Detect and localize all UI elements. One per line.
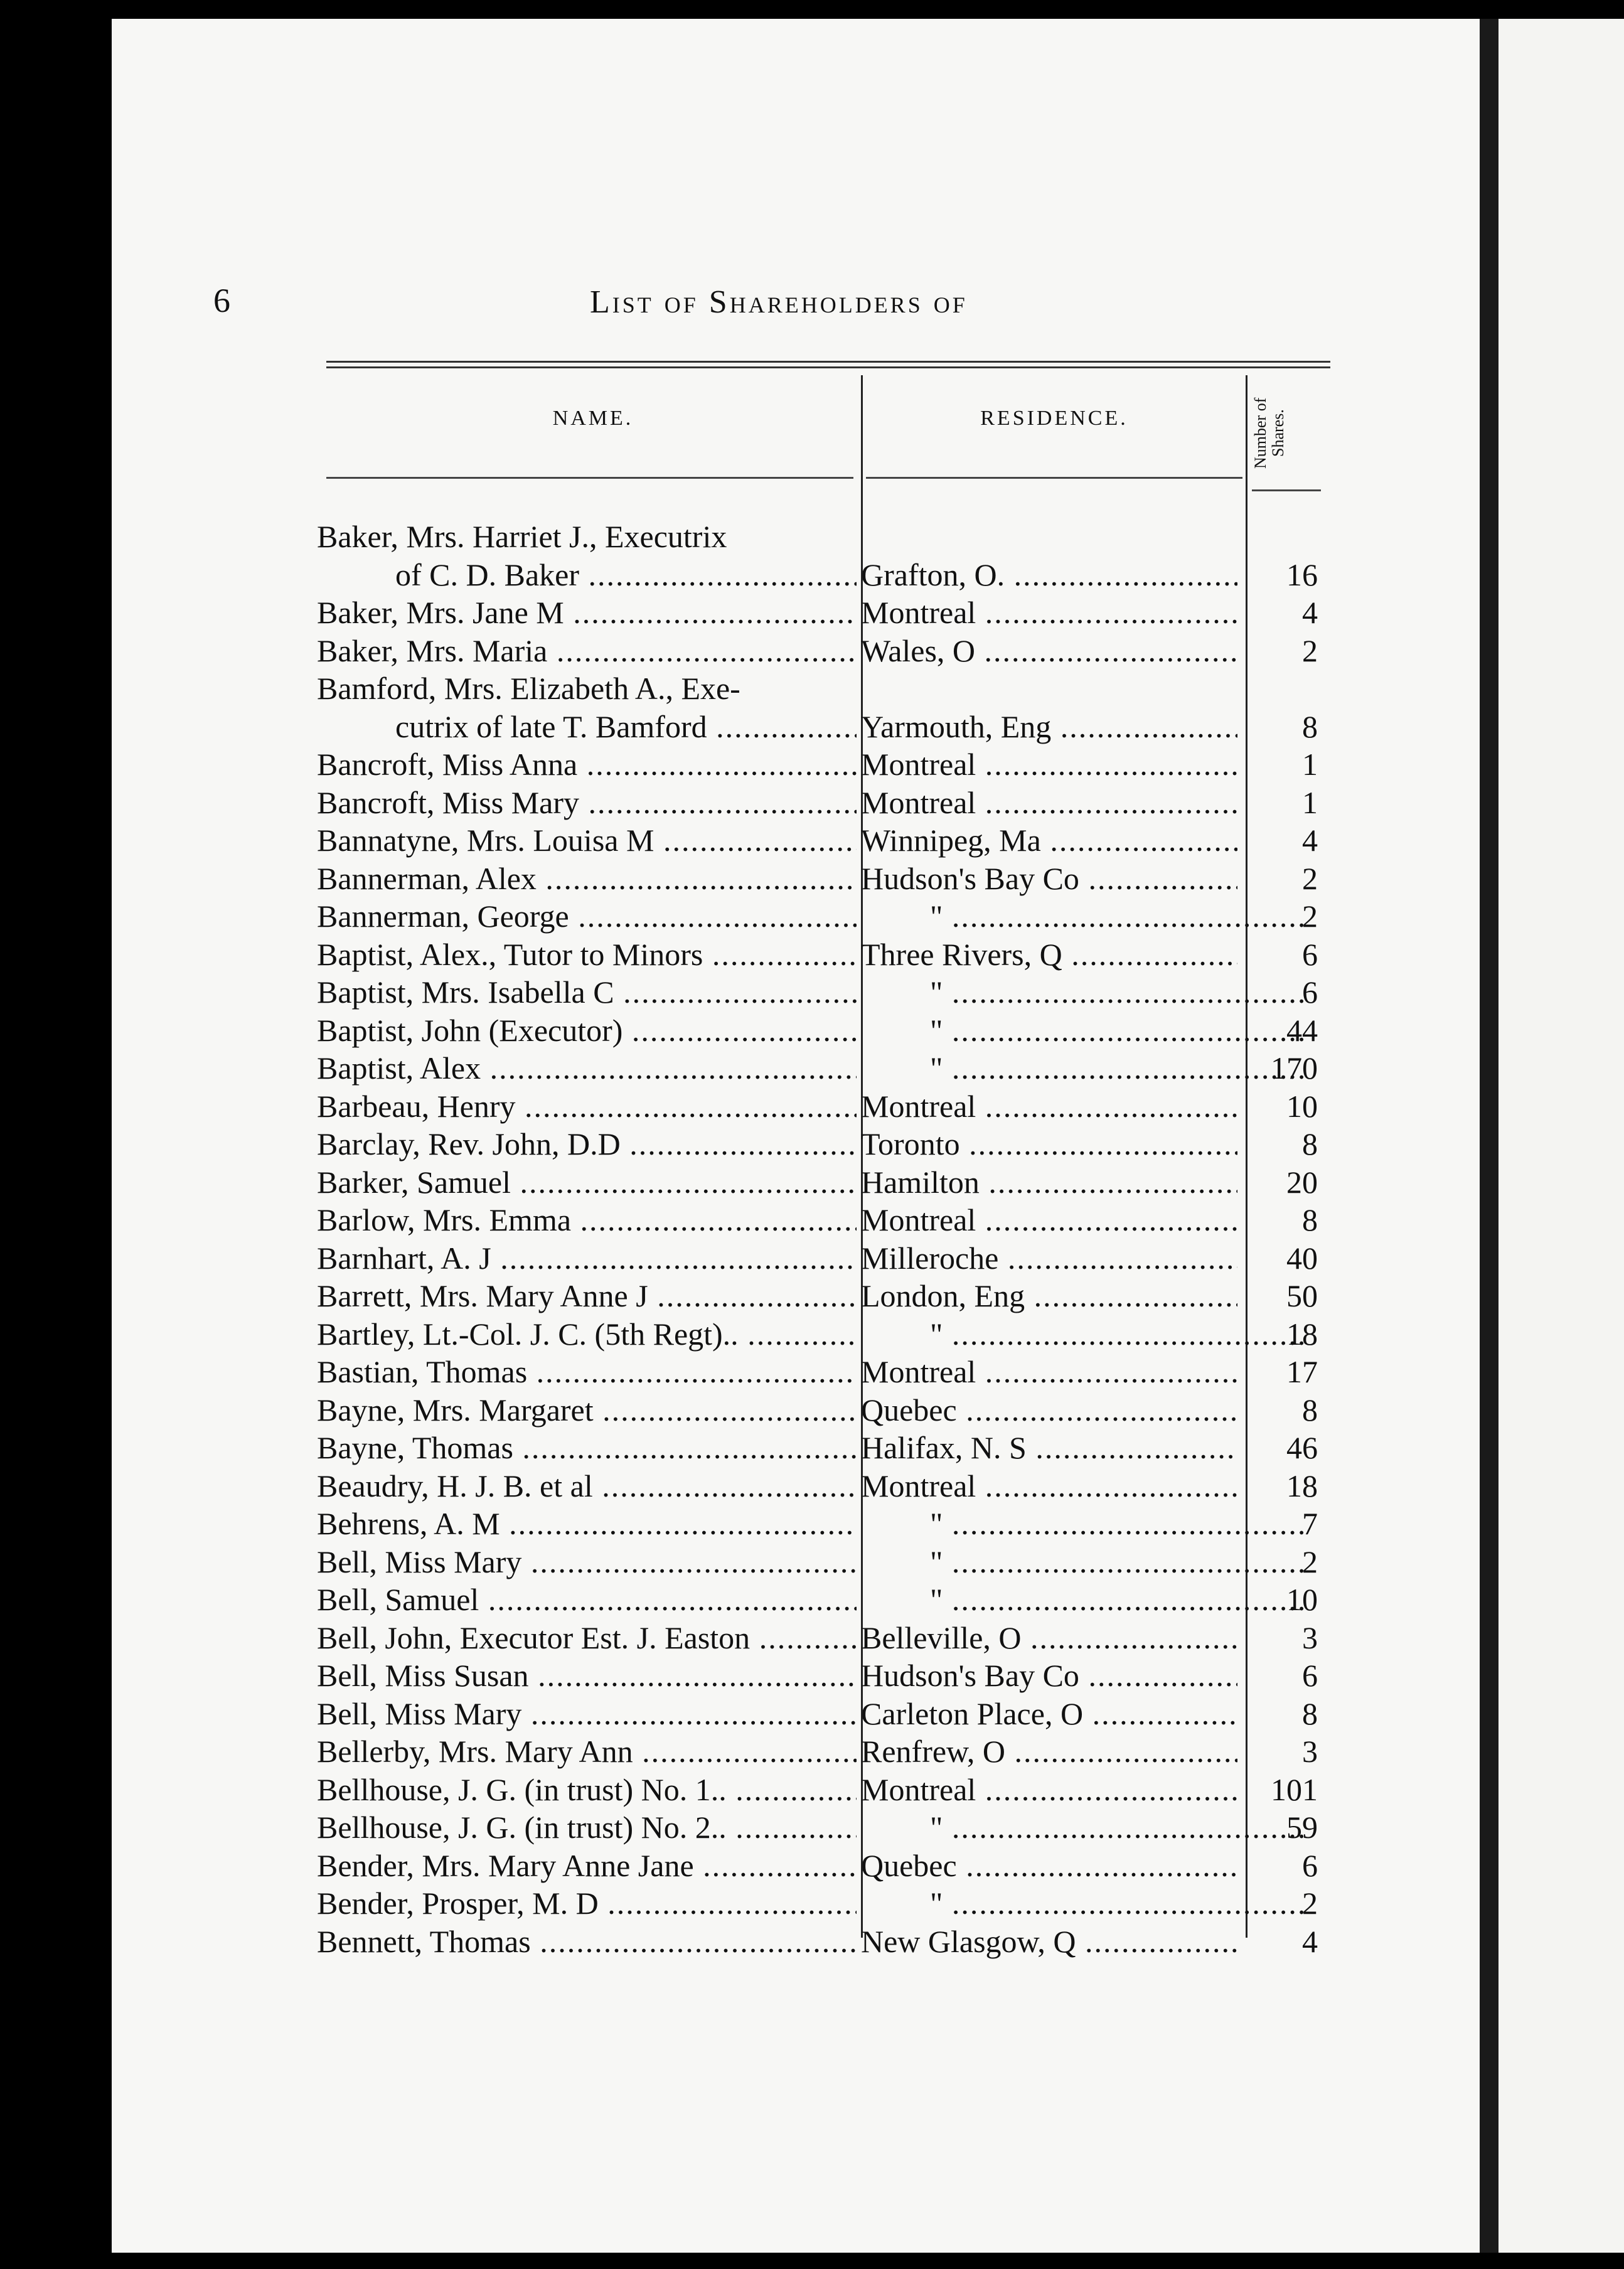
shareholder-residence: " ..... [861, 1543, 1306, 1581]
header-double-rule [326, 361, 1330, 368]
shareholder-residence: " ..... [861, 897, 1306, 935]
column-header-underline [326, 477, 853, 479]
shareholder-residence: Wales, O ..... [861, 632, 1237, 670]
shareholder-shares: 4 [1302, 823, 1318, 858]
shareholder-name: Bender, Prosper, M. D ..... [317, 1884, 857, 1922]
shareholder-shares: 8 [1302, 1202, 1318, 1237]
table-row [0, 1087, 1624, 1125]
shareholder-shares: 101 [1271, 1771, 1318, 1807]
table-row [0, 897, 1624, 935]
table-row [0, 1543, 1624, 1581]
shareholder-residence: Montreal ..... [861, 745, 1237, 783]
shareholder-name: Baker, Mrs. Maria ..... [317, 632, 857, 670]
shareholder-name: Bell, Miss Mary ..... [317, 1543, 857, 1581]
shareholder-residence: Hudson's Bay Co ..... [861, 860, 1237, 897]
shareholder-residence: Renfrew, O ..... [861, 1732, 1237, 1770]
table-row [0, 708, 1624, 745]
shareholder-name: Barrett, Mrs. Mary Anne J ..... [317, 1277, 857, 1315]
shareholder-name: Bannerman, Alex ..... [317, 860, 857, 897]
shareholder-name: Bender, Mrs. Mary Anne Jane ..... [317, 1847, 857, 1884]
shareholder-residence: Montreal ..... [861, 1087, 1237, 1125]
shareholder-name: Barlow, Mrs. Emma ..... [317, 1201, 857, 1239]
shareholder-name: Bell, John, Executor Est. J. Easton ..... [317, 1619, 857, 1657]
shareholder-shares: 6 [1302, 1847, 1318, 1883]
shareholder-residence: " ..... [861, 1049, 1306, 1087]
shareholder-residence: Quebec ..... [861, 1391, 1237, 1429]
shareholder-shares: 8 [1302, 708, 1318, 744]
shareholder-residence: Milleroche ..... [861, 1239, 1237, 1277]
shareholder-residence: " ..... [861, 1315, 1306, 1353]
shareholder-name: Baker, Mrs. Jane M ..... [317, 594, 857, 631]
table-row [0, 1353, 1624, 1391]
shareholder-residence: Winnipeg, Ma ..... [861, 821, 1237, 859]
shareholder-shares: 3 [1302, 1620, 1318, 1655]
table-row [0, 936, 1624, 973]
shareholder-name: Bamford, Mrs. Elizabeth A., Exe- [317, 671, 740, 706]
shareholder-shares: 40 [1286, 1240, 1318, 1276]
shareholder-name: of C. D. Baker ..... [395, 556, 857, 594]
shareholder-name: cutrix of late T. Bamford ..... [395, 708, 857, 745]
shareholder-shares: 8 [1302, 1392, 1318, 1428]
shareholder-residence: Hamilton ..... [861, 1163, 1237, 1201]
table-row [0, 821, 1624, 859]
shareholder-name: Bannerman, George ..... [317, 897, 857, 935]
shareholder-residence: Carleton Place, O ..... [861, 1695, 1237, 1732]
table-row [0, 1012, 1624, 1049]
shareholder-residence: Quebec ..... [861, 1847, 1237, 1884]
shareholder-shares: 8 [1302, 1695, 1318, 1731]
table-row [0, 1695, 1624, 1732]
shareholder-name: Barnhart, A. J ..... [317, 1239, 857, 1277]
table-row [0, 632, 1624, 670]
shareholder-residence: Montreal ..... [861, 594, 1237, 631]
column-header-underline [866, 477, 1242, 479]
shareholder-shares: 3 [1302, 1734, 1318, 1769]
shareholder-shares: 4 [1302, 595, 1318, 630]
shareholder-shares: 2 [1302, 1544, 1318, 1579]
shareholder-name: Baker, Mrs. Harriet J., Executrix [317, 519, 727, 554]
shareholder-shares: 17 [1286, 1354, 1318, 1389]
table-row [0, 1732, 1624, 1770]
shareholder-residence: Montreal ..... [861, 1467, 1237, 1505]
shareholder-shares: 6 [1302, 936, 1318, 972]
shareholder-residence: Belleville, O ..... [861, 1619, 1237, 1657]
shareholder-name: Barbeau, Henry ..... [317, 1087, 857, 1125]
shareholder-name: Baptist, Mrs. Isabella C ..... [317, 973, 857, 1011]
shareholder-name: Bell, Samuel ..... [317, 1581, 857, 1618]
table-row [0, 1429, 1624, 1466]
table-row [0, 1277, 1624, 1315]
shareholder-shares: 6 [1302, 974, 1318, 1010]
shareholder-residence: Hudson's Bay Co ..... [861, 1657, 1237, 1694]
shareholder-shares: 7 [1302, 1506, 1318, 1541]
shareholder-name: Bayne, Thomas ..... [317, 1429, 857, 1466]
table-row [0, 1923, 1624, 1960]
table-row [0, 1505, 1624, 1542]
shareholder-residence: Grafton, O. ..... [861, 556, 1237, 594]
shareholder-shares: 10 [1286, 1088, 1318, 1124]
shareholder-shares: 50 [1286, 1278, 1318, 1313]
table-row [0, 1884, 1624, 1922]
shareholder-name: Bellhouse, J. G. (in trust) No. 1.. ..... [317, 1771, 857, 1808]
table-row [0, 860, 1624, 897]
column-header-underline [1252, 489, 1321, 491]
table-row [0, 670, 1624, 707]
shareholder-shares: 46 [1286, 1430, 1318, 1465]
shareholder-name: Baptist, Alex., Tutor to Minors ..... [317, 936, 857, 973]
shareholder-name: Bell, Miss Mary ..... [317, 1695, 857, 1732]
shareholder-shares: 8 [1302, 1126, 1318, 1161]
shareholder-name: Bellerby, Mrs. Mary Ann ..... [317, 1732, 857, 1770]
table-row [0, 1049, 1624, 1087]
shareholder-shares: 2 [1302, 899, 1318, 934]
table-row [0, 973, 1624, 1011]
table-row [0, 1581, 1624, 1618]
shareholder-name: Bellhouse, J. G. (in trust) No. 2.. ..... [317, 1808, 857, 1846]
column-header-name: NAME. [552, 407, 634, 430]
table-row [0, 1771, 1624, 1808]
shareholder-shares: 1 [1302, 784, 1318, 820]
column-header-residence: RESIDENCE. [980, 407, 1128, 430]
shareholder-residence: " ..... [861, 1505, 1306, 1542]
table-row [0, 1467, 1624, 1505]
shareholder-name: Bannatyne, Mrs. Louisa M ..... [317, 821, 857, 859]
shareholder-shares: 2 [1302, 1886, 1318, 1921]
shareholder-name: Bennett, Thomas ..... [317, 1923, 857, 1960]
shareholder-residence: Montreal ..... [861, 1771, 1237, 1808]
shareholder-residence: New Glasgow, Q ..... [861, 1923, 1237, 1960]
shareholder-shares: 18 [1286, 1468, 1318, 1503]
shareholder-shares: 2 [1302, 633, 1318, 668]
shareholder-shares: 16 [1286, 557, 1318, 592]
shareholder-name: Baptist, John (Executor) ..... [317, 1012, 857, 1049]
shareholder-shares: 2 [1302, 860, 1318, 896]
shareholder-residence: " ..... [861, 1808, 1306, 1846]
shareholder-residence: Yarmouth, Eng ..... [861, 708, 1237, 745]
shareholder-shares: 6 [1302, 1658, 1318, 1693]
shareholder-name: Beaudry, H. J. B. et al ..... [317, 1467, 857, 1505]
column-header-shares: Number of Shares. [1251, 397, 1287, 469]
table-row [0, 784, 1624, 821]
table-row [0, 1657, 1624, 1694]
shareholder-residence: " ..... [861, 973, 1306, 1011]
shareholder-shares: 1 [1302, 747, 1318, 782]
table-row [0, 1125, 1624, 1163]
shareholder-residence: " ..... [861, 1012, 1306, 1049]
table-row [0, 518, 1624, 555]
shareholder-residence: London, Eng ..... [861, 1277, 1237, 1315]
page-number: 6 [213, 282, 230, 319]
table-row [0, 1808, 1624, 1846]
shareholder-residence: Toronto ..... [861, 1125, 1237, 1163]
shareholder-shares: 170 [1271, 1050, 1318, 1086]
shareholder-residence: Montreal ..... [861, 1353, 1237, 1391]
shareholder-name: Bastian, Thomas ..... [317, 1353, 857, 1391]
table-row [0, 1201, 1624, 1239]
shareholder-name: Baptist, Alex ..... [317, 1049, 857, 1087]
shareholder-name: Bell, Miss Susan ..... [317, 1657, 857, 1694]
shareholder-name: Bayne, Mrs. Margaret ..... [317, 1391, 857, 1429]
shareholder-residence: " ..... [861, 1581, 1306, 1618]
table-row [0, 1847, 1624, 1884]
shareholder-residence: Montreal ..... [861, 1201, 1237, 1239]
table-row [0, 594, 1624, 631]
shareholder-name: Barclay, Rev. John, D.D ..... [317, 1125, 857, 1163]
table-row [0, 556, 1624, 594]
shareholder-residence: " ..... [861, 1884, 1306, 1922]
shareholder-name: Bartley, Lt.-Col. J. C. (5th Regt).. ..... [317, 1315, 857, 1353]
table-row [0, 745, 1624, 783]
shareholder-name: Bancroft, Miss Anna ..... [317, 745, 857, 783]
table-row [0, 1619, 1624, 1657]
shareholder-shares: 4 [1302, 1923, 1318, 1959]
shareholder-name: Behrens, A. M ..... [317, 1505, 857, 1542]
shareholder-residence: Montreal ..... [861, 784, 1237, 821]
table-row [0, 1239, 1624, 1277]
table-row [0, 1163, 1624, 1201]
running-title: List of Shareholders of [590, 284, 968, 320]
shareholder-residence: Halifax, N. S ..... [861, 1429, 1237, 1466]
shareholder-shares: 20 [1286, 1164, 1318, 1200]
shareholder-shares: 10 [1286, 1582, 1318, 1617]
shareholder-shares: 44 [1286, 1012, 1318, 1048]
shareholder-residence: Three Rivers, Q ..... [861, 936, 1237, 973]
shareholder-name: Bancroft, Miss Mary ..... [317, 784, 857, 821]
shareholder-shares: 18 [1286, 1316, 1318, 1352]
table-row [0, 1391, 1624, 1429]
shareholder-name: Barker, Samuel ..... [317, 1163, 857, 1201]
shareholder-shares: 59 [1286, 1810, 1318, 1845]
table-row [0, 1315, 1624, 1353]
